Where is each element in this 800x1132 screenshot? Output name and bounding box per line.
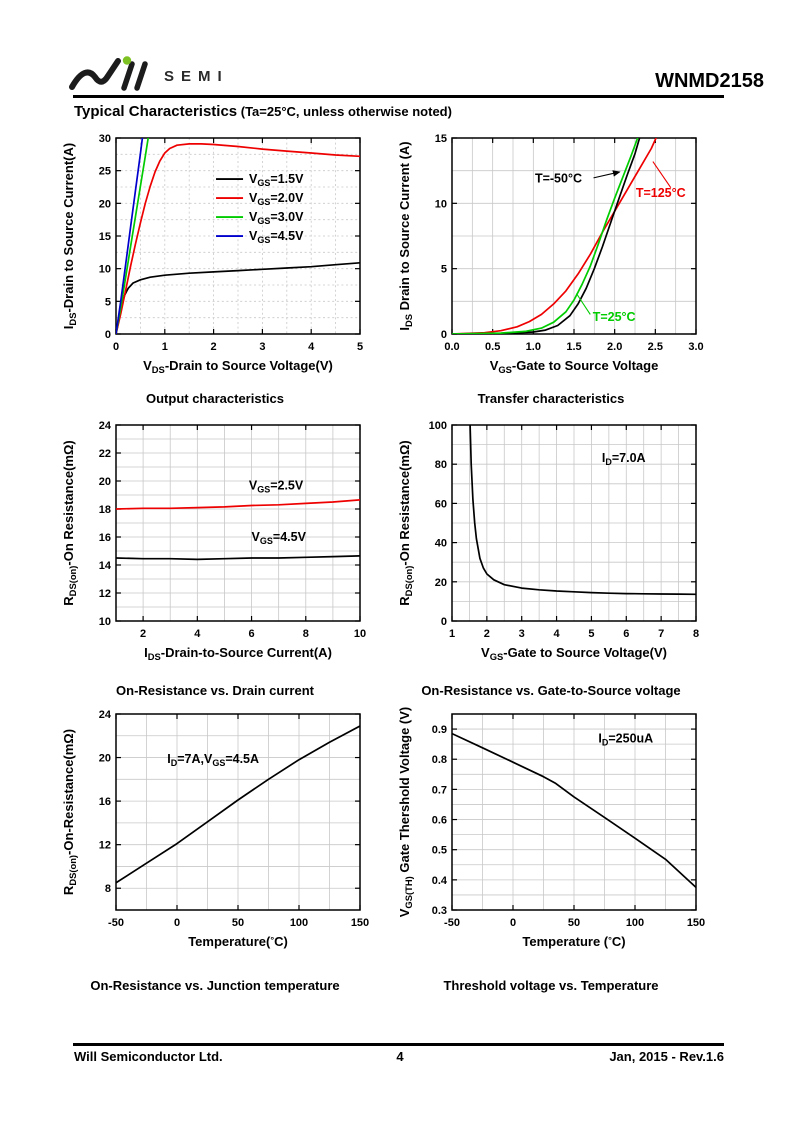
figure-on-resistance-vs-junction-temperature xyxy=(60,706,370,1006)
svg-text:VGS=3.0V: $V_{GS}=3.0V$ xyxy=(249,210,304,227)
x-axis-label: $V_{GS}$-Gate to Source Voltage xyxy=(489,358,659,375)
svg-text:8: 8 xyxy=(302,628,309,640)
footer-page-number: 4 xyxy=(396,1049,404,1064)
series-VGS=4.5V xyxy=(116,135,143,334)
caption-threshold-voltage-vs-temperature: Threshold voltage vs. Temperature xyxy=(443,978,659,993)
svg-text:10: 10 xyxy=(434,198,447,211)
series-VGS=4.5V xyxy=(116,556,360,560)
svg-text:0: 0 xyxy=(509,917,517,929)
svg-text:0: 0 xyxy=(440,329,447,341)
annotation: T=25°C xyxy=(592,309,636,324)
y-axis-label: $V_{GS(TH)}$ Gate Thershold Voltage (V) xyxy=(397,706,414,918)
svg-text:VGS=2.0V: $V_{GS}=2.0V$ xyxy=(249,191,304,208)
svg-text:0: 0 xyxy=(173,917,181,929)
svg-text:0: 0 xyxy=(440,616,447,628)
svg-text:24: 24 xyxy=(98,420,111,432)
annotation: $I_D=250uA$ xyxy=(598,731,654,748)
chart-transfer-characteristics xyxy=(396,130,706,380)
svg-text:20: 20 xyxy=(434,576,447,589)
svg-text:1: 1 xyxy=(161,341,168,353)
x-axis-label: Temperature (°C) xyxy=(522,934,626,949)
caption-on-resistance-vs-gate-source-voltage: On-Resistance vs. Gate-to-Source voltage xyxy=(421,683,681,698)
annotation: T=125°C xyxy=(635,185,686,200)
svg-text:1.0: 1.0 xyxy=(525,341,541,353)
svg-text:0.6: 0.6 xyxy=(431,814,447,827)
chart-on-resistance-vs-gate-source-voltage xyxy=(396,417,706,667)
svg-text:16: 16 xyxy=(98,532,111,544)
chart-on-resistance-vs-drain-current xyxy=(60,417,370,667)
svg-text:40: 40 xyxy=(434,537,447,550)
series-T=125C xyxy=(452,134,658,334)
svg-text:60: 60 xyxy=(434,498,447,511)
footer-date-revision: Jan, 2015 - Rev.1.6 xyxy=(609,1049,724,1064)
svg-text:24: 24 xyxy=(98,709,111,721)
svg-text:50: 50 xyxy=(567,917,581,929)
caption-transfer-characteristics: Transfer characteristics xyxy=(477,391,625,406)
chart-output-characteristics xyxy=(60,130,370,380)
page-title-main: Typical Characteristics xyxy=(74,103,238,120)
svg-text:0.0: 0.0 xyxy=(444,341,460,353)
svg-text:20: 20 xyxy=(98,752,111,765)
header-rule xyxy=(73,95,724,98)
svg-text:50: 50 xyxy=(231,917,245,929)
svg-text:4: 4 xyxy=(308,341,315,353)
svg-text:20: 20 xyxy=(98,198,111,211)
svg-text:100: 100 xyxy=(289,917,309,929)
annotation: $V_{GS}=2.5V$ xyxy=(248,478,304,495)
svg-text:22: 22 xyxy=(98,448,111,460)
svg-text:80: 80 xyxy=(434,459,447,472)
page-title-note: (Ta=25°C, unless otherwise noted) xyxy=(237,104,452,119)
logo-stroke-2 xyxy=(137,64,145,88)
svg-text:10: 10 xyxy=(98,616,111,628)
svg-text:10: 10 xyxy=(353,628,367,640)
chart-on-resistance-vs-junction-temperature xyxy=(60,706,370,956)
svg-text:2.0: 2.0 xyxy=(607,341,623,353)
svg-text:3: 3 xyxy=(518,628,525,640)
caption-on-resistance-vs-junction-temperature: On-Resistance vs. Junction temperature xyxy=(90,978,340,993)
annotation: T=-50°C xyxy=(534,171,582,186)
svg-text:150: 150 xyxy=(686,917,706,929)
svg-text:VGS=4.5V: $V_{GS}=4.5V$ xyxy=(249,229,304,246)
svg-text:5: 5 xyxy=(104,296,111,309)
svg-text:0: 0 xyxy=(104,329,111,341)
svg-text:18: 18 xyxy=(98,504,111,516)
svg-text:100: 100 xyxy=(625,917,645,929)
svg-text:2: 2 xyxy=(483,628,490,640)
svg-text:4: 4 xyxy=(553,628,560,640)
x-axis-label: $V_{GS}$-Gate to Source Voltage(V) xyxy=(481,645,667,662)
svg-text:12: 12 xyxy=(98,839,111,852)
svg-text:0.5: 0.5 xyxy=(431,844,447,857)
chart-threshold-voltage-vs-temperature xyxy=(396,706,706,956)
y-axis-label: $R_{DS(on)}-On-Resistance(m\Omega)$ xyxy=(61,728,78,896)
svg-text:16: 16 xyxy=(98,796,111,809)
annotation: $V_{GS}=4.5V$ xyxy=(251,530,306,547)
svg-text:VGS=1.5V: $V_{GS}=1.5V$ xyxy=(249,172,304,189)
svg-text:14: 14 xyxy=(98,560,111,572)
svg-text:12: 12 xyxy=(98,588,111,600)
x-axis-label: $I_{DS}-Drain-to$-Source Current(A) xyxy=(144,645,332,662)
svg-text:0: 0 xyxy=(112,341,120,353)
y-axis-label: $R_{DS(on)}-On$ Resistance(mΩ) xyxy=(61,440,78,606)
x-axis-label: Temperature(°C) xyxy=(188,934,288,949)
svg-text:5: 5 xyxy=(588,628,595,640)
svg-text:150: 150 xyxy=(350,917,370,929)
logo-green-dot xyxy=(123,56,131,64)
svg-text:10: 10 xyxy=(98,263,111,276)
caption-on-resistance-vs-drain-current: On-Resistance vs. Drain current xyxy=(116,683,314,698)
figure-on-resistance-vs-drain-current xyxy=(60,417,370,717)
page-title xyxy=(74,103,452,121)
legend xyxy=(216,172,304,245)
part-number: WNMD2158 xyxy=(655,70,764,92)
svg-text:20: 20 xyxy=(98,476,111,488)
annotation: $I_D=7.0A$ xyxy=(601,451,646,468)
figure-on-resistance-vs-gate-source-voltage xyxy=(396,417,706,717)
svg-text:100: 100 xyxy=(428,420,447,432)
svg-text:6: 6 xyxy=(623,628,630,640)
svg-text:0.8: 0.8 xyxy=(431,754,447,767)
svg-text:0.4: 0.4 xyxy=(431,874,447,887)
y-axis-label: $I_{DS}$-Drain to Source Current(A) xyxy=(61,142,78,330)
figure-transfer-characteristics xyxy=(396,130,706,430)
svg-text:6: 6 xyxy=(248,628,255,640)
logo-stroke-1 xyxy=(124,64,132,88)
svg-text:1: 1 xyxy=(448,628,456,640)
svg-text:-50: -50 xyxy=(444,917,460,929)
svg-text:1.5: 1.5 xyxy=(566,341,582,353)
y-axis-label: $R_{DS(on)}-On$ Resistance(mΩ) xyxy=(397,440,414,606)
svg-text:4: 4 xyxy=(194,628,201,640)
annotation: $I_D=7A,V_{GS}=4.5A$ xyxy=(167,752,260,768)
svg-text:15: 15 xyxy=(434,133,447,145)
svg-text:2.5: 2.5 xyxy=(647,341,663,353)
svg-text:2: 2 xyxy=(140,628,147,640)
svg-text:8: 8 xyxy=(104,883,111,896)
footer-company: Will Semiconductor Ltd. xyxy=(74,1049,223,1064)
caption-output-characteristics: Output characteristics xyxy=(146,391,284,406)
series-T=25C xyxy=(452,134,639,334)
svg-text:3: 3 xyxy=(259,341,266,353)
series-T=-50C xyxy=(452,134,641,334)
footer-rule xyxy=(73,1043,724,1046)
svg-text:0.3: 0.3 xyxy=(431,905,447,917)
svg-text:30: 30 xyxy=(98,133,111,145)
svg-text:-50: -50 xyxy=(108,917,124,929)
logo-swoosh xyxy=(72,61,118,87)
x-axis-label: $V_{DS}$-Drain to Source Voltage(V) xyxy=(143,358,333,375)
header-logo xyxy=(68,56,328,98)
svg-text:25: 25 xyxy=(98,165,111,178)
svg-text:7: 7 xyxy=(658,628,665,640)
y-axis-label: $I_{DS}$ Drain to Source Current (A) xyxy=(397,141,414,331)
series-VGS=2.5V xyxy=(116,500,360,509)
figure-output-characteristics xyxy=(60,130,370,430)
svg-text:0.5: 0.5 xyxy=(485,341,501,353)
svg-text:15: 15 xyxy=(98,231,111,243)
svg-text:0.9: 0.9 xyxy=(431,724,447,737)
svg-text:5: 5 xyxy=(440,263,447,276)
svg-text:2: 2 xyxy=(210,341,217,353)
svg-text:0.7: 0.7 xyxy=(431,784,447,797)
svg-text:5: 5 xyxy=(356,341,364,353)
svg-text:8: 8 xyxy=(692,628,700,640)
svg-text:3.0: 3.0 xyxy=(688,341,704,353)
brand-semi-text: SEMI xyxy=(164,68,229,85)
figure-threshold-voltage-vs-temperature xyxy=(396,706,706,1006)
